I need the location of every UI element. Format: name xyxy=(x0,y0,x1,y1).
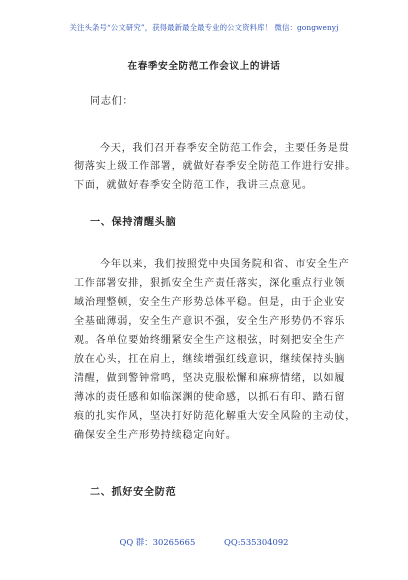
paragraph-line: 放在心头，扛在肩上，继续增强红线意识，继续保持头脑 xyxy=(74,354,346,365)
paragraph-line: 确保安全生产形势持续稳定向好。 xyxy=(74,430,237,441)
paragraph-line: 今年以来，我们按照党中央国务院和省、市安全生产 xyxy=(100,259,350,270)
greeting: 同志们： xyxy=(90,96,134,107)
footer-contact xyxy=(0,536,408,548)
paragraph-line: 下面，就做好春季安全防范工作，我讲三点意见。 xyxy=(74,180,313,191)
section-heading-1: 一、保持清醒头脑 xyxy=(90,217,177,228)
section-heading-2: 二、抓好安全防范 xyxy=(90,487,177,498)
paragraph-line: 观。各单位要始终绷紧安全生产这根弦，时刻把安全生产 xyxy=(74,335,346,346)
footer-qq-group: QQ 群：30265665 xyxy=(119,537,196,547)
footer-qq-number: QQ:535304092 xyxy=(223,537,289,547)
paragraph-line: 痕的扎实作风，坚决打好防范化解重大安全风险的主动仗， xyxy=(74,411,357,422)
paragraph-line: 清醒，做到警钟常鸣，坚决克服松懈和麻痹情绪，以如履 xyxy=(74,373,346,384)
header-promo-note: 关注头条号“公文研究”，获得最新最全最专业的公文资料库！ 微信：gongwenyj xyxy=(69,23,339,32)
paragraph-line: 彻落实上级工作部署，就做好春季安全防范工作进行安排。 xyxy=(74,161,357,172)
paragraph-line: 全基础薄弱，安全生产意识不强，安全生产形势仍不容乐 xyxy=(74,316,346,327)
paragraph-line: 薄冰的责任感和如临深渊的使命感，以抓石有印、踏石留 xyxy=(74,392,346,403)
document-title: 在春季安全防范工作会议上的讲话 xyxy=(127,61,281,72)
paragraph-line: 今天，我们召开春季安全防范工作会，主要任务是贯 xyxy=(100,143,350,154)
paragraph-line: 工作部署安排，狠抓安全生产责任落实，深化重点行业领 xyxy=(74,278,346,289)
paragraph-line: 域治理整顿，安全生产形势总体平稳。但是，由于企业安 xyxy=(74,297,346,308)
